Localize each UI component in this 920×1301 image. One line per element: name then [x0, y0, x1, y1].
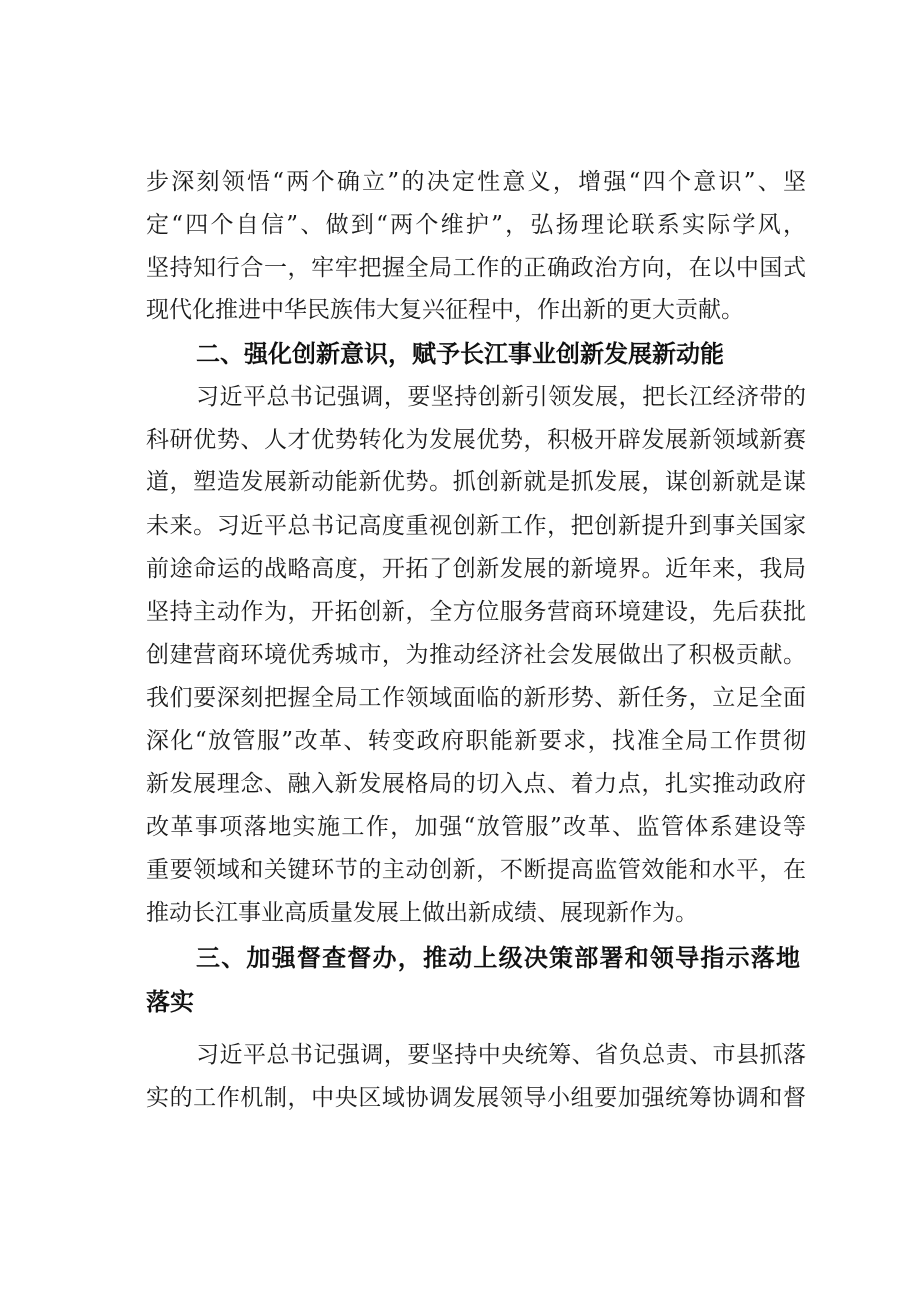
paragraph-line: 习近平总书记强调，要坚持创新引领发展，把长江经济带的: [196, 384, 806, 410]
paragraph-line: 科研优势、人才优势转化为发展优势，积极开辟发展新领域新赛: [146, 427, 806, 453]
paragraph-line: 推动长江事业高质量发展上做出新成绩、展现新作为。: [146, 900, 698, 926]
paragraph-line: 重要领域和关键环节的主动创新，不断提高监管效能和水平，在: [146, 857, 806, 883]
paragraph-line: 实的工作机制，中央区域协调发展领导小组要加强统筹协调和督: [146, 1085, 806, 1111]
paragraph-line: 前途命运的战略高度，开拓了创新发展的新境界。近年来，我局: [146, 556, 806, 582]
paragraph-line: 坚持知行合一，牢牢把握全局工作的正确政治方向，在以中国式: [146, 255, 806, 281]
paragraph-line: 深化“放管服”改革、转变政府职能新要求，找准全局工作贯彻: [146, 728, 806, 754]
paragraph-line: 未来。习近平总书记高度重视创新工作，把创新提升到事关国家: [146, 513, 806, 539]
paragraph-line: 新发展理念、融入新发展格局的切入点、着力点，扎实推动政府: [146, 771, 806, 797]
paragraph-line: 坚持主动作为，开拓创新，全方位服务营商环境建设，先后获批: [146, 599, 806, 625]
paragraph-line: 创建营商环境优秀城市，为推动经济社会发展做出了积极贡献。: [146, 642, 806, 668]
paragraph-line: 步深刻领悟“两个确立”的决定性意义，增强“四个意识”、坚: [146, 169, 806, 195]
paragraph-line: 现代化推进中华民族伟大复兴征程中，作出新的更大贡献。: [146, 297, 744, 323]
paragraph-line: 道，塑造发展新动能新优势。抓创新就是抓发展，谋创新就是谋: [146, 469, 806, 495]
section-heading: 二、强化创新意识，赋予长江事业创新发展新动能: [196, 340, 724, 368]
section-heading: 三、加强督查督办，推动上级决策部署和领导指示落地: [196, 944, 800, 972]
paragraph-line: 习近平总书记强调，要坚持中央统筹、省负总责、市县抓落: [196, 1042, 806, 1068]
paragraph-line: 改革事项落地实施工作，加强“放管服”改革、监管体系建设等: [146, 814, 806, 840]
section-heading-continuation: 落实: [146, 988, 194, 1016]
paragraph-line: 我们要深刻把握全局工作领域面临的新形势、新任务，立足全面: [146, 685, 806, 711]
paragraph-line: 定“四个自信”、做到“两个维护”，弘扬理论联系实际学风，: [146, 212, 806, 238]
